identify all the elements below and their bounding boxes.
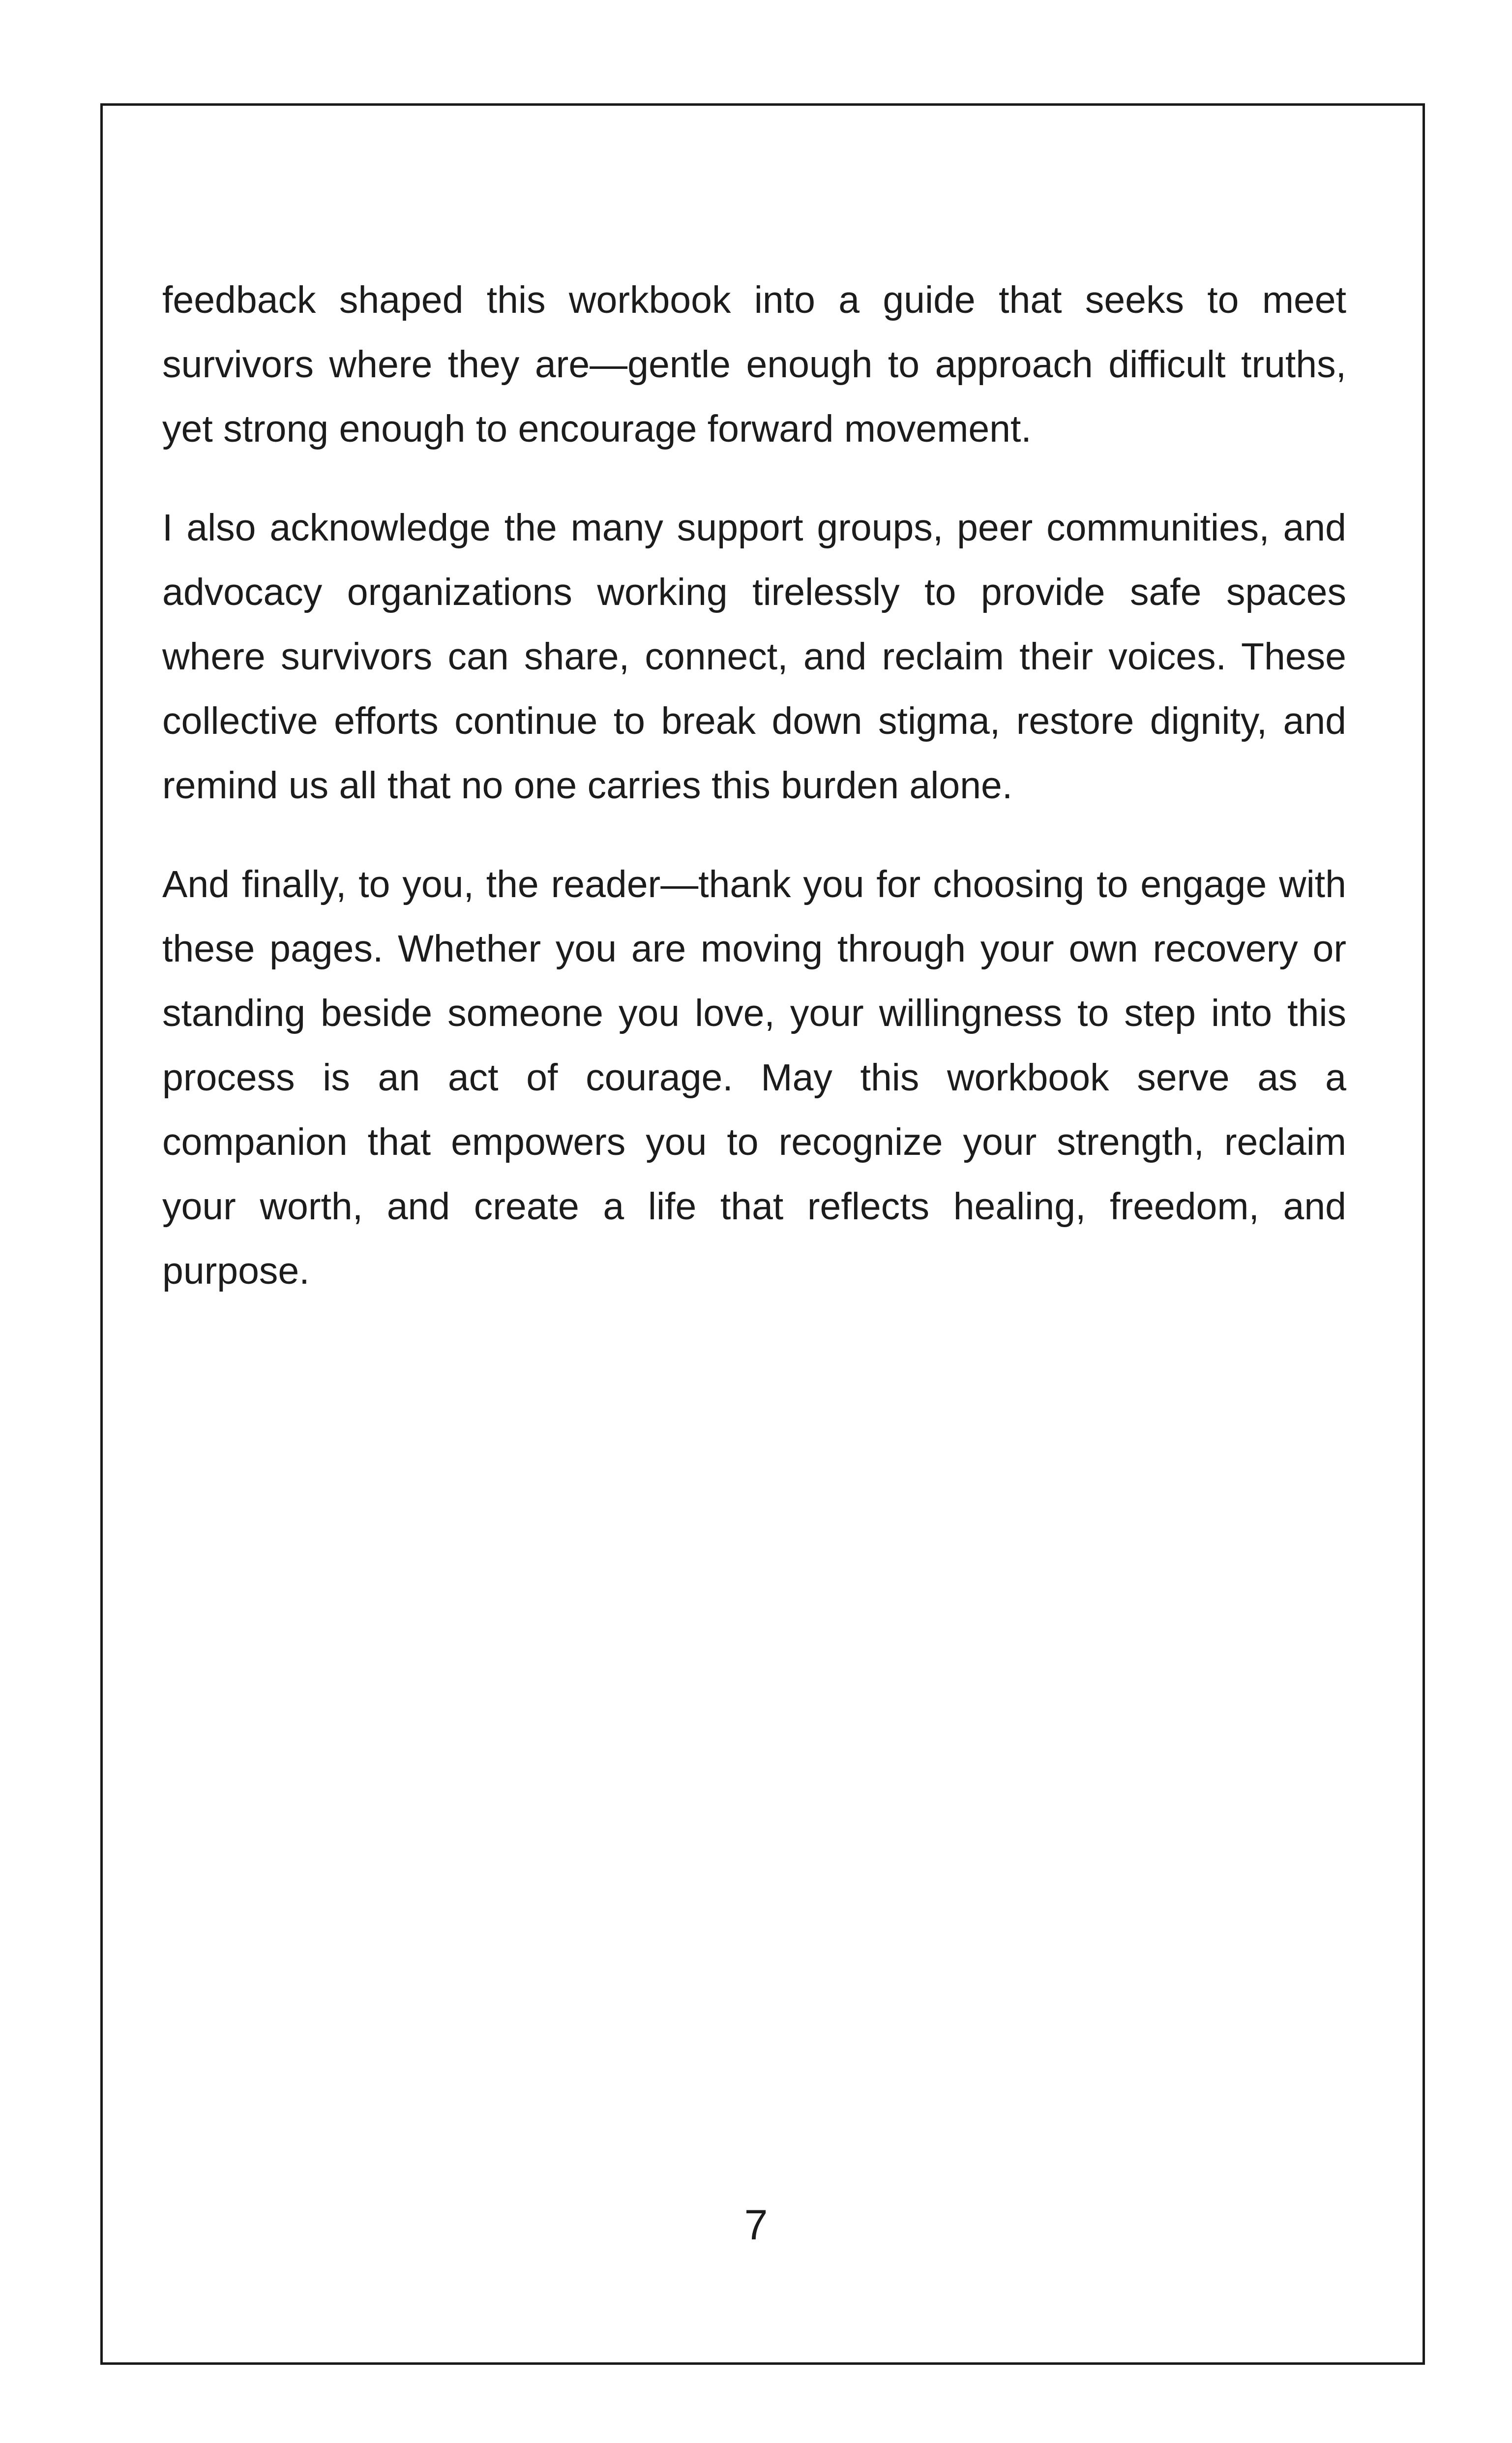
paragraph-acknowledgment: I also acknowledge the many support groups, peer communities, and advocacy organizations working tirelessly to provide safe spaces where survivors can share, connect, and reclaim their voices. These collective efforts continue to break down stigma, restore dignity, and remind us all that no one carries this burden alone. — [162, 507, 1346, 807]
paragraph-feedback: feedback shaped this workbook into a guide that seeks to meet survivors where they are—gentle enough to approach difficult truths, yet strong enough to encourage forward movement. — [162, 279, 1346, 450]
paragraph-reader-thanks: And finally, to you, the reader—thank you for choosing to engage with these pages. Whether you are moving through your own recovery or standing beside someone you love, your willingness to step into this process is an act of courage. May this workbook serve as a companion that empowers you to recognize your strength, reclaim your worth, and create a life that reflects healing, freedom, and purpose. — [162, 863, 1346, 1292]
page-body — [162, 268, 1346, 1338]
page-number: 7 — [744, 2202, 768, 2249]
